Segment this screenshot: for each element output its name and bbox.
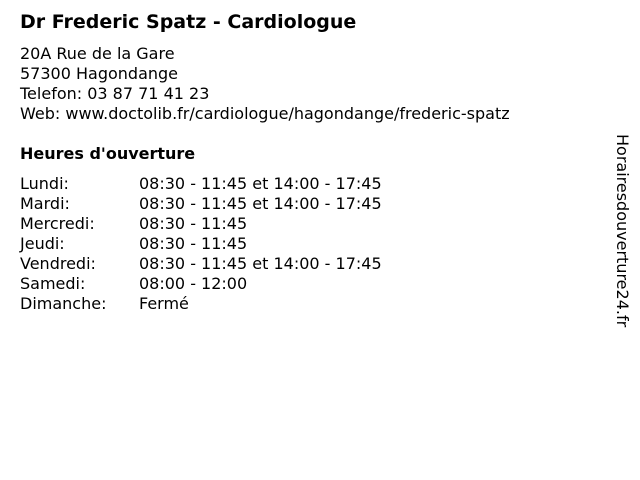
- time-value: 08:30 - 11:45 et 14:00 - 17:45: [139, 194, 382, 213]
- day-label: Mercredi:: [20, 214, 95, 233]
- day-label: Jeudi:: [20, 234, 65, 253]
- hours-row-thursday: [20, 234, 382, 254]
- opening-hours-table: [20, 174, 382, 314]
- time-value: 08:30 - 11:45 et 14:00 - 17:45: [139, 174, 382, 193]
- street-address: 20A Rue de la Gare: [20, 44, 175, 63]
- website-link: Web: www.doctolib.fr/cardiologue/hagondange/frederic-spatz: [20, 104, 510, 123]
- day-label: Samedi:: [20, 274, 86, 293]
- hours-row-monday: [20, 174, 382, 194]
- site-brand-vertical: Horairesdouverture24.fr: [613, 134, 632, 328]
- time-value: 08:30 - 11:45: [139, 234, 248, 253]
- time-value: Fermé: [139, 294, 189, 313]
- day-label: Dimanche:: [20, 294, 107, 313]
- day-label: Lundi:: [20, 174, 69, 193]
- page-title: Dr Frederic Spatz - Cardiologue: [20, 11, 357, 33]
- time-value: 08:30 - 11:45 et 14:00 - 17:45: [139, 254, 382, 273]
- hours-row-saturday: [20, 274, 382, 294]
- hours-row-friday: [20, 254, 382, 274]
- hours-row-tuesday: [20, 194, 382, 214]
- hours-row-sunday: [20, 294, 382, 314]
- phone-number: Telefon: 03 87 71 41 23: [20, 84, 210, 103]
- time-value: 08:30 - 11:45: [139, 214, 248, 233]
- city-address: 57300 Hagondange: [20, 64, 179, 83]
- address-block: [20, 44, 510, 124]
- opening-hours-heading: Heures d'ouverture: [20, 144, 196, 163]
- hours-row-wednesday: [20, 214, 382, 234]
- day-label: Vendredi:: [20, 254, 96, 273]
- time-value: 08:00 - 12:00: [139, 274, 248, 293]
- day-label: Mardi:: [20, 194, 70, 213]
